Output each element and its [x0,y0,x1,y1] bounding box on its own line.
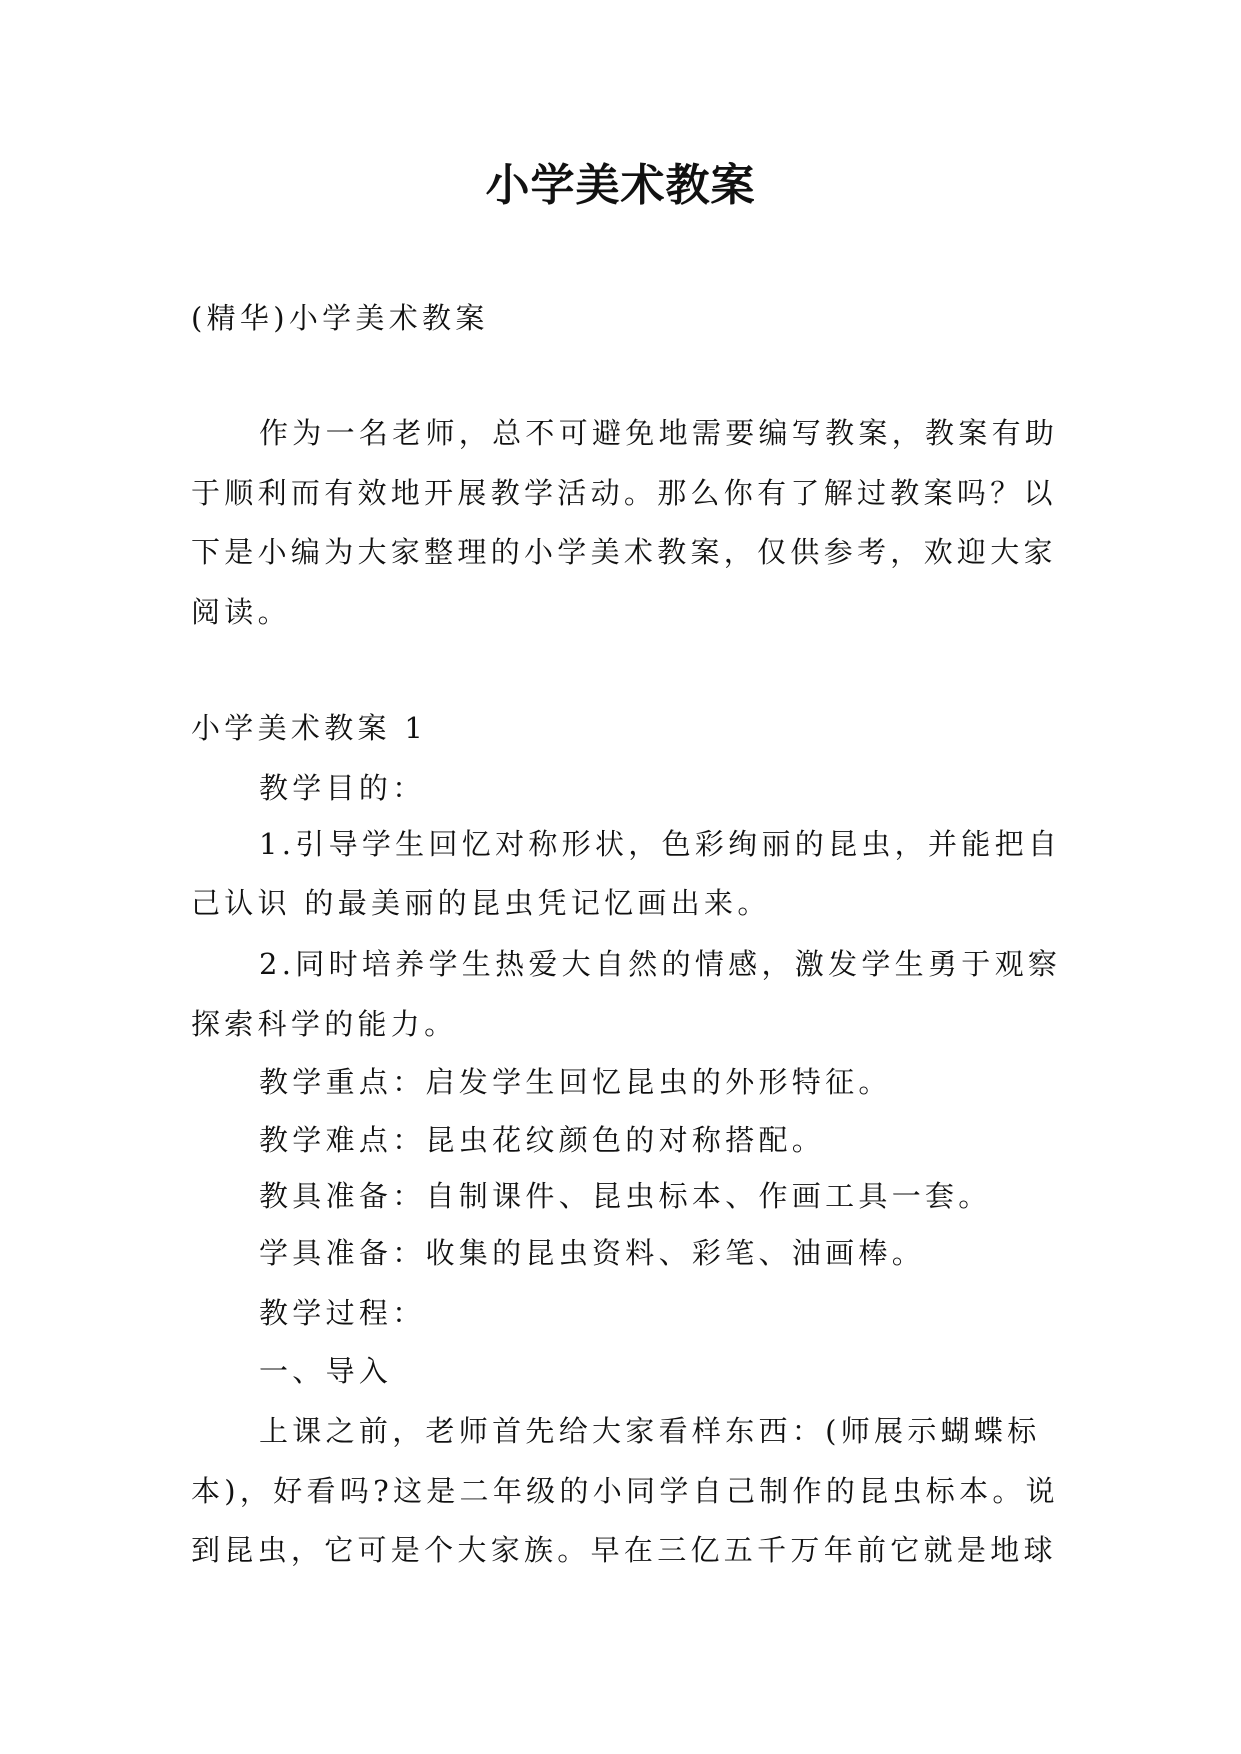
objectives-label: 教学目的： [259,771,426,805]
difficulty: 教学难点：昆虫花纹颜色的对称搭配。 [259,1123,826,1157]
step-line: 本)，好看吗?这是二年级的小同学自己制作的昆虫标本。说 [191,1474,1059,1508]
intro-line: 下是小编为大家整理的小学美术教案，仅供参考，欢迎大家 [191,535,1057,569]
intro-line: 作为一名老师，总不可避免地需要编写教案，教案有助 [259,416,1059,450]
objective-line: 2.同时培养学生热爱大自然的情感，激发学生勇于观察 [259,947,1062,981]
objective-line: 1.引导学生回忆对称形状，色彩绚丽的昆虫，并能把自 [259,827,1062,861]
objective-line: 己认识 的最美丽的昆虫凭记忆画出来。 [191,886,771,920]
student-materials: 学具准备：收集的昆虫资料、彩笔、油画棒。 [259,1236,926,1270]
document-title: 小学美术教案 [485,160,756,211]
intro-line: 于顺利而有效地开展教学活动。那么你有了解过教案吗？以 [191,476,1057,510]
step-line: 上课之前，老师首先给大家看样东西：(师展示蝴蝶标 [259,1414,1041,1448]
teaching-aids: 教具准备：自制课件、昆虫标本、作画工具一套。 [259,1179,992,1213]
section-heading: 小学美术教案 1 [191,711,428,745]
step-line: 到昆虫，它可是个大家族。早在三亿五千万年前它就是地球 [191,1533,1057,1567]
step-heading: 一、导入 [259,1354,393,1388]
process-label: 教学过程： [259,1296,426,1330]
key-point: 教学重点：启发学生回忆昆虫的外形特征。 [259,1065,892,1099]
objective-line: 探索科学的能力。 [191,1007,458,1041]
intro-line: 阅读。 [191,595,291,629]
document-subtitle: (精华)小学美术教案 [191,301,489,335]
